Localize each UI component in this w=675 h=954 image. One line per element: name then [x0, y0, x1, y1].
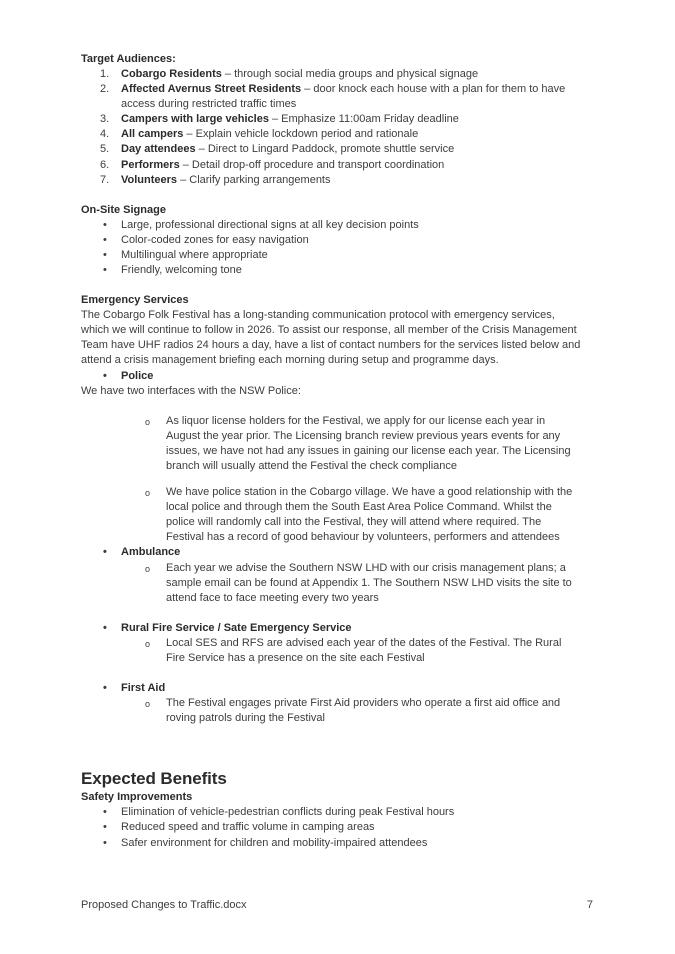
- ambulance-points: [81, 561, 581, 606]
- safety-improvements-list: [81, 805, 581, 850]
- list-marker: 3.: [100, 113, 110, 126]
- footer-page-number: 7: [586, 899, 593, 911]
- police-label-item: [81, 369, 581, 384]
- spacer: [81, 756, 581, 767]
- bullet-icon: •: [103, 248, 107, 261]
- first-aid-group: [81, 681, 581, 696]
- hollow-bullet-icon: o: [145, 563, 151, 574]
- list-item-text: Multilingual where appropriate: [121, 248, 268, 261]
- safety-improvements-heading: Safety Improvements: [81, 791, 193, 804]
- spacer: [81, 399, 581, 414]
- list-item-text: – door knock each house with a plan for them to have access during restricted traffic times: [121, 83, 566, 111]
- ambulance-group: [81, 545, 581, 560]
- police-points: [81, 414, 581, 474]
- list-item-text: Friendly, welcoming tone: [121, 264, 242, 277]
- rfs-label-item: [81, 621, 581, 636]
- list-item-label: Performers: [121, 158, 180, 171]
- emergency-services-heading: Emergency Services: [81, 294, 189, 307]
- sub-list-item: [81, 561, 581, 606]
- sub-list-item: [81, 636, 581, 666]
- sub-list-text: Each year we advise the Southern NSW LHD with our crisis management plans; a sample email can be found at Appendix 1. The Southern NSW LHD visits the site to attend face to face meeting every two years: [166, 561, 572, 604]
- list-item: [81, 67, 581, 82]
- spacer: [81, 278, 581, 293]
- sub-list-text: We have police station in the Cobargo village. We have a good relationship with the local police and through them the South East Area Police Command. Whilst the police will randomly call into the Festival, they will attend where required. The Festival has a record of good behaviour by volunteers, performers and attendees: [166, 486, 573, 544]
- onsite-signage-list: [81, 218, 581, 278]
- emergency-services-intro: The Cobargo Folk Festival has a long-standing communication protocol with emergency services, which we will continue to follow in 2026. To assist our response, all member of the Crisis Management Team have UHF radios 24 hours a day, have a list of contact numbers for the services listed below and attend a crisis management briefing each morning during setup and programme days.: [81, 309, 581, 367]
- target-audiences-heading: Target Audiences:: [81, 53, 176, 65]
- list-item-text: – Emphasize 11:00am Friday deadline: [268, 113, 459, 126]
- list-item-text: – through social media groups and physical signage: [221, 68, 479, 80]
- list-item-text: – Detail drop-off procedure and transport coordination: [179, 158, 445, 171]
- police-group: [81, 369, 581, 384]
- spacer: [81, 726, 581, 756]
- list-item: [81, 82, 581, 112]
- spacer: [81, 606, 581, 621]
- list-item: [81, 142, 581, 157]
- bullet-icon: •: [103, 836, 107, 849]
- hollow-bullet-icon: o: [145, 488, 151, 499]
- page-content: [81, 52, 581, 851]
- bullet-icon: •: [103, 546, 107, 559]
- first-aid-points: [81, 696, 581, 726]
- police-lead-in: We have two interfaces with the NSW Police:: [81, 384, 301, 397]
- sub-list-item: [81, 414, 581, 474]
- police-label: Police: [121, 369, 154, 382]
- list-item-label: Campers with large vehicles: [121, 113, 269, 126]
- bullet-icon: •: [103, 682, 107, 695]
- list-item: [81, 248, 581, 263]
- footer-filename: Proposed Changes to Traffic.docx: [81, 899, 247, 911]
- list-item: [81, 836, 581, 851]
- list-item: [81, 112, 581, 127]
- list-item: [81, 263, 581, 278]
- sub-list-item: [81, 696, 581, 726]
- sub-list-text: Local SES and RFS are advised each year of the dates of the Festival. The Rural Fire Service has a presence on the site each Festival: [166, 636, 562, 664]
- list-item: [81, 233, 581, 248]
- list-item: [81, 820, 581, 835]
- ambulance-label: Ambulance: [121, 546, 181, 559]
- rfs-label: Rural Fire Service / Sate Emergency Service: [121, 621, 352, 634]
- list-item-text: Color-coded zones for easy navigation: [121, 233, 309, 246]
- bullet-icon: •: [103, 233, 107, 246]
- list-marker: 4.: [100, 128, 110, 141]
- bullet-icon: •: [103, 264, 107, 277]
- list-marker: 2.: [100, 83, 110, 96]
- first-aid-label: First Aid: [121, 682, 166, 695]
- list-item-text: Safer environment for children and mobility-impaired attendees: [121, 836, 428, 849]
- target-audiences-list: [81, 67, 581, 188]
- list-item: [81, 158, 581, 173]
- ambulance-label-item: [81, 545, 581, 560]
- expected-benefits-heading: Expected Benefits: [81, 769, 227, 789]
- spacer: [81, 666, 581, 681]
- onsite-signage-heading: On-Site Signage: [81, 203, 166, 216]
- sub-list-text: As liquor license holders for the Festival, we apply for our license each year in August the year prior. The Licensing branch review previous years events for any issues, we have not had any issues in gaining our license each year. The Licensing branch will usually attend the Festival the check compliance: [166, 414, 571, 472]
- spacer: [81, 188, 581, 203]
- police-points-2: [81, 485, 581, 545]
- bullet-icon: •: [103, 806, 107, 819]
- sub-list-item: [81, 485, 581, 545]
- hollow-bullet-icon: o: [145, 416, 151, 427]
- hollow-bullet-icon: o: [145, 699, 151, 710]
- bullet-icon: •: [103, 621, 107, 634]
- list-item-label: Volunteers: [121, 173, 178, 186]
- spacer: [81, 474, 581, 485]
- list-marker: 5.: [100, 143, 110, 156]
- list-marker: 6.: [100, 158, 110, 171]
- bullet-icon: •: [103, 369, 107, 382]
- rfs-group: [81, 621, 581, 636]
- list-item: [81, 805, 581, 820]
- list-item: [81, 173, 581, 188]
- list-item-text: Large, professional directional signs at all key decision points: [121, 218, 419, 231]
- list-item-text: – Explain vehicle lockdown period and rationale: [183, 128, 419, 141]
- list-item-text: – Clarify parking arrangements: [177, 173, 331, 186]
- list-item: [81, 127, 581, 142]
- list-item: [81, 218, 581, 233]
- list-item-label: Affected Avernus Street Residents: [121, 83, 302, 96]
- hollow-bullet-icon: o: [145, 638, 151, 649]
- page-footer: [81, 899, 593, 911]
- list-item-text: Reduced speed and traffic volume in camping areas: [121, 821, 375, 834]
- sub-list-text: The Festival engages private First Aid providers who operate a first aid office and roving patrols during the Festival: [166, 697, 561, 725]
- list-item-text: – Direct to Lingard Paddock, promote shuttle service: [195, 143, 455, 156]
- list-item-label: Cobargo Residents: [121, 68, 222, 80]
- list-marker: 1.: [100, 68, 110, 80]
- bullet-icon: •: [103, 821, 107, 834]
- list-item-label: All campers: [121, 128, 184, 141]
- list-marker: 7.: [100, 173, 110, 186]
- list-item-label: Day attendees: [121, 143, 196, 156]
- first-aid-label-item: [81, 681, 581, 696]
- bullet-icon: •: [103, 218, 107, 231]
- rfs-points: [81, 636, 581, 666]
- list-item-text: Elimination of vehicle-pedestrian conflicts during peak Festival hours: [121, 806, 455, 819]
